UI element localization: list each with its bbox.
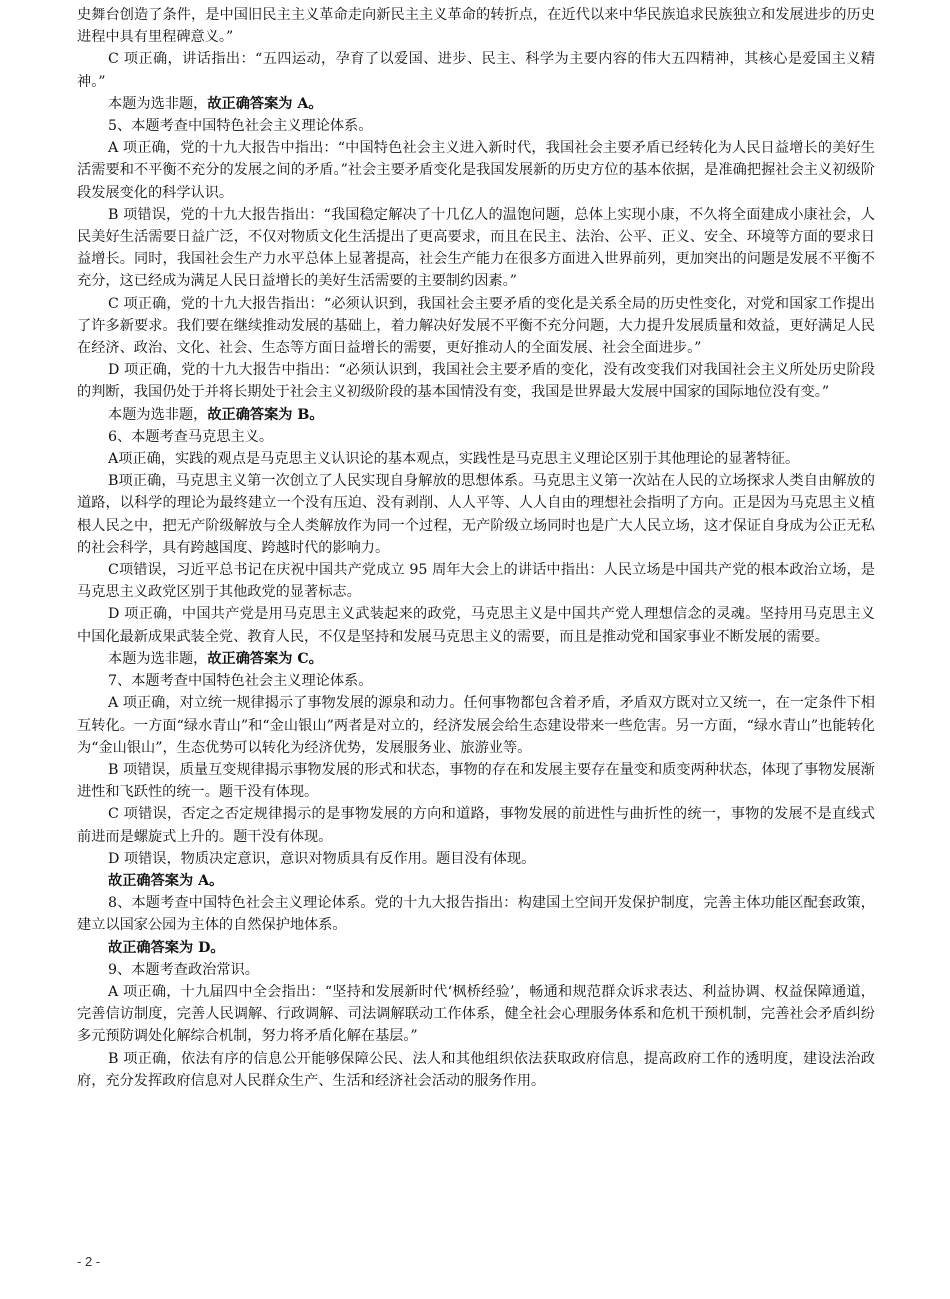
paragraph (77, 892, 875, 936)
paragraph (77, 848, 875, 870)
paragraph (77, 359, 875, 403)
paragraph-text: 5、本题考查中国特色社会主义理论体系。 (108, 118, 373, 135)
paragraph-text: D 项错误，物质决定意识，意识对物质具有反作用。题目没有体现。 (108, 850, 536, 867)
paragraph (77, 137, 875, 204)
correct-answer: 故正确答案为 A。 (108, 872, 224, 889)
correct-answer: 故正确答案为 A。 (207, 95, 323, 112)
paragraph (77, 603, 875, 647)
paragraph-text: 8、本题考查中国特色社会主义理论体系。党的十九大报告指出：构建国土空间开发保护制度，完善主体功能区配套政策，建立以国家公园为主体的自然保护地体系。 (77, 895, 875, 934)
paragraph-text: 6、本题考查马克思主义。 (108, 428, 274, 445)
paragraph-text: 本题为选非题， (108, 650, 208, 667)
paragraph (77, 692, 875, 759)
paragraph-text: C 项正确，党的十九大报告指出：“必须认识到，我国社会主要矛盾的变化是关系全局的历史性变化，对党和国家工作提出了许多新要求。我们要在继续推动发展的基础上，着力解决好发展不平衡不充分问题，大力提升发展质量和效益，更好满足人民在经济、政治、文化、社会、生态等方面日益增长的需要，更好推动人的全面发展、社会全面进步。” (77, 295, 875, 357)
correct-answer: 故正确答案为 D。 (108, 939, 225, 956)
paragraph-text: C 项错误，否定之否定规律揭示的是事物发展的方向和道路，事物发展的前进性与曲折性的统一，事物的发展不是直线式前进而是螺旋式上升的。题干没有体现。 (77, 806, 875, 845)
paragraph-text: B 项正确，依法有序的信息公开能够保障公民、法人和其他组织依法获取政府信息，提高政府工作的透明度，建设法治政府，充分发挥政府信息对人民群众生产、生活和经济社会活动的服务作用。 (77, 1050, 875, 1089)
paragraph-text: 本题为选非题， (108, 406, 208, 423)
paragraph-text: B 项错误，党的十九大报告指出：“我国稳定解决了十几亿人的温饱问题，总体上实现小康，不久将全面建成小康社会，人民美好生活需要日益广泛，不仅对物质文化生活提出了更高要求，而且在民主、法治、公平、正义、安全、环境等方面的要求日益增长。同时，我国社会生产力水平总体上显著提高，社会生产能力在很多方面进入世界前列，更加突出的问题是发展不平衡不充分，这已经成为满足人民日益增长的美好生活需要的主要制约因素。” (77, 206, 875, 290)
paragraph (77, 93, 875, 115)
correct-answer: 故正确答案为 B。 (207, 406, 324, 423)
paragraph (77, 648, 875, 670)
paragraph-text: 9、本题考查政治常识。 (108, 961, 259, 978)
paragraph-text: A 项正确，十九届四中全会指出：“坚持和发展新时代‘枫桥经验’，畅通和规范群众诉求表达、利益协调、权益保障通道，完善信访制度，完善人民调解、行政调解、司法调解联动工作体系，健全社会心理服务体系和危机干预机制，完善社会矛盾纠纷多元预防调处化解综合机制，努力将矛盾化解在基层。” (77, 983, 875, 1045)
paragraph-text: 史舞台创造了条件，是中国旧民主主义革命走向新民主主义革命的转折点，在近代以来中华民族追求民族独立和发展进步的历史进程中具有里程碑意义。” (77, 7, 875, 46)
paragraph-text: D 项正确，中国共产党是用马克思主义武装起来的政党，马克思主义是中国共产党人理想信念的灵魂。坚持用马克思主义中国化最新成果武装全党、教育人民，不仅是坚持和发展马克思主义的需要，而且是推动党和国家事业不断发展的需要。 (77, 606, 875, 645)
paragraph-text: A 项正确，党的十九大报告中指出：“中国特色社会主义进入新时代，我国社会主要矛盾已经转化为人民日益增长的美好生活需要和不平衡不充分的发展之间的矛盾。”社会主要矛盾变化是我国发展新的历史方位的基本依据，是准确把握社会主义初级阶段发展变化的科学认识。 (77, 140, 875, 201)
paragraph (77, 204, 875, 293)
paragraph-text: B项正确，马克思主义第一次创立了人民实现自身解放的思想体系。马克思主义第一次站在人民的立场探求人类自由解放的道路，以科学的理论为最终建立一个没有压迫、没有剥削、人人平等、人人自由的理想社会指明了方向。正是因为马克思主义植根人民之中，把无产阶级解放与全人类解放作为同一个过程，无产阶级立场同时也是广大人民立场，这才保证自身成为公正无私的社会科学，具有跨越国度、跨越时代的影响力。 (77, 473, 875, 556)
paragraph (77, 404, 875, 426)
paragraph (77, 559, 875, 603)
paragraph-text: C项错误，习近平总书记在庆祝中国共产党成立 95 周年大会上的讲话中指出：人民立场是中国共产党的根本政治立场，是马克思主义政党区别于其他政党的显著标志。 (77, 562, 875, 601)
paragraph-text: C 项正确，讲话指出：“五四运动，孕育了以爱国、进步、民主、科学为主要内容的伟大五四精神，其核心是爱国主义精神。” (77, 51, 875, 90)
paragraph (77, 959, 875, 981)
paragraph (77, 759, 875, 803)
paragraph (77, 4, 875, 48)
page-number: - 2 - (77, 1254, 101, 1269)
paragraph (77, 937, 875, 959)
answer-explanations (77, 4, 875, 1092)
paragraph-text: A项正确，实践的观点是马克思主义认识论的基本观点，实践性是马克思主义理论区别于其他理论的显著特征。 (108, 451, 800, 468)
paragraph (77, 1048, 875, 1092)
paragraph-text: B 项错误，质量互变规律揭示事物发展的形式和状态，事物的存在和发展主要存在量变和质变两种状态，体现了事物发展渐进性和飞跃性的统一。题干没有体现。 (77, 761, 875, 801)
paragraph (77, 426, 875, 448)
paragraph (77, 48, 875, 92)
paragraph (77, 448, 875, 470)
paragraph-text: 7、本题考查中国特色社会主义理论体系。 (108, 673, 373, 690)
paragraph-text: D 项正确，党的十九大报告中指出：“必须认识到，我国社会主要矛盾的变化，没有改变我们对我国社会主义所处历史阶段的判断，我国仍处于并将长期处于社会主义初级阶段的基本国情没有变，我国是世界最大发展中国家的国际地位没有变。” (77, 362, 875, 401)
correct-answer: 故正确答案为 C。 (207, 650, 323, 667)
paragraph (77, 981, 875, 1048)
paragraph (77, 870, 875, 892)
paragraph (77, 115, 875, 137)
paragraph-text: 本题为选非题， (108, 95, 208, 112)
paragraph (77, 293, 875, 360)
paragraph-text: A 项正确，对立统一规律揭示了事物发展的源泉和动力。任何事物都包含着矛盾，矛盾双方既对立又统一，在一定条件下相互转化。一方面“绿水青山”和“金山银山”两者是对立的，经济发展会给生态建设带来一些危害。另一方面，“绿水青山”也能转化为“金山银山”，生态优势可以转化为经济优势，发展服务业、旅游业等。 (77, 695, 875, 756)
paragraph (77, 803, 875, 847)
paragraph (77, 470, 875, 559)
paragraph (77, 670, 875, 692)
